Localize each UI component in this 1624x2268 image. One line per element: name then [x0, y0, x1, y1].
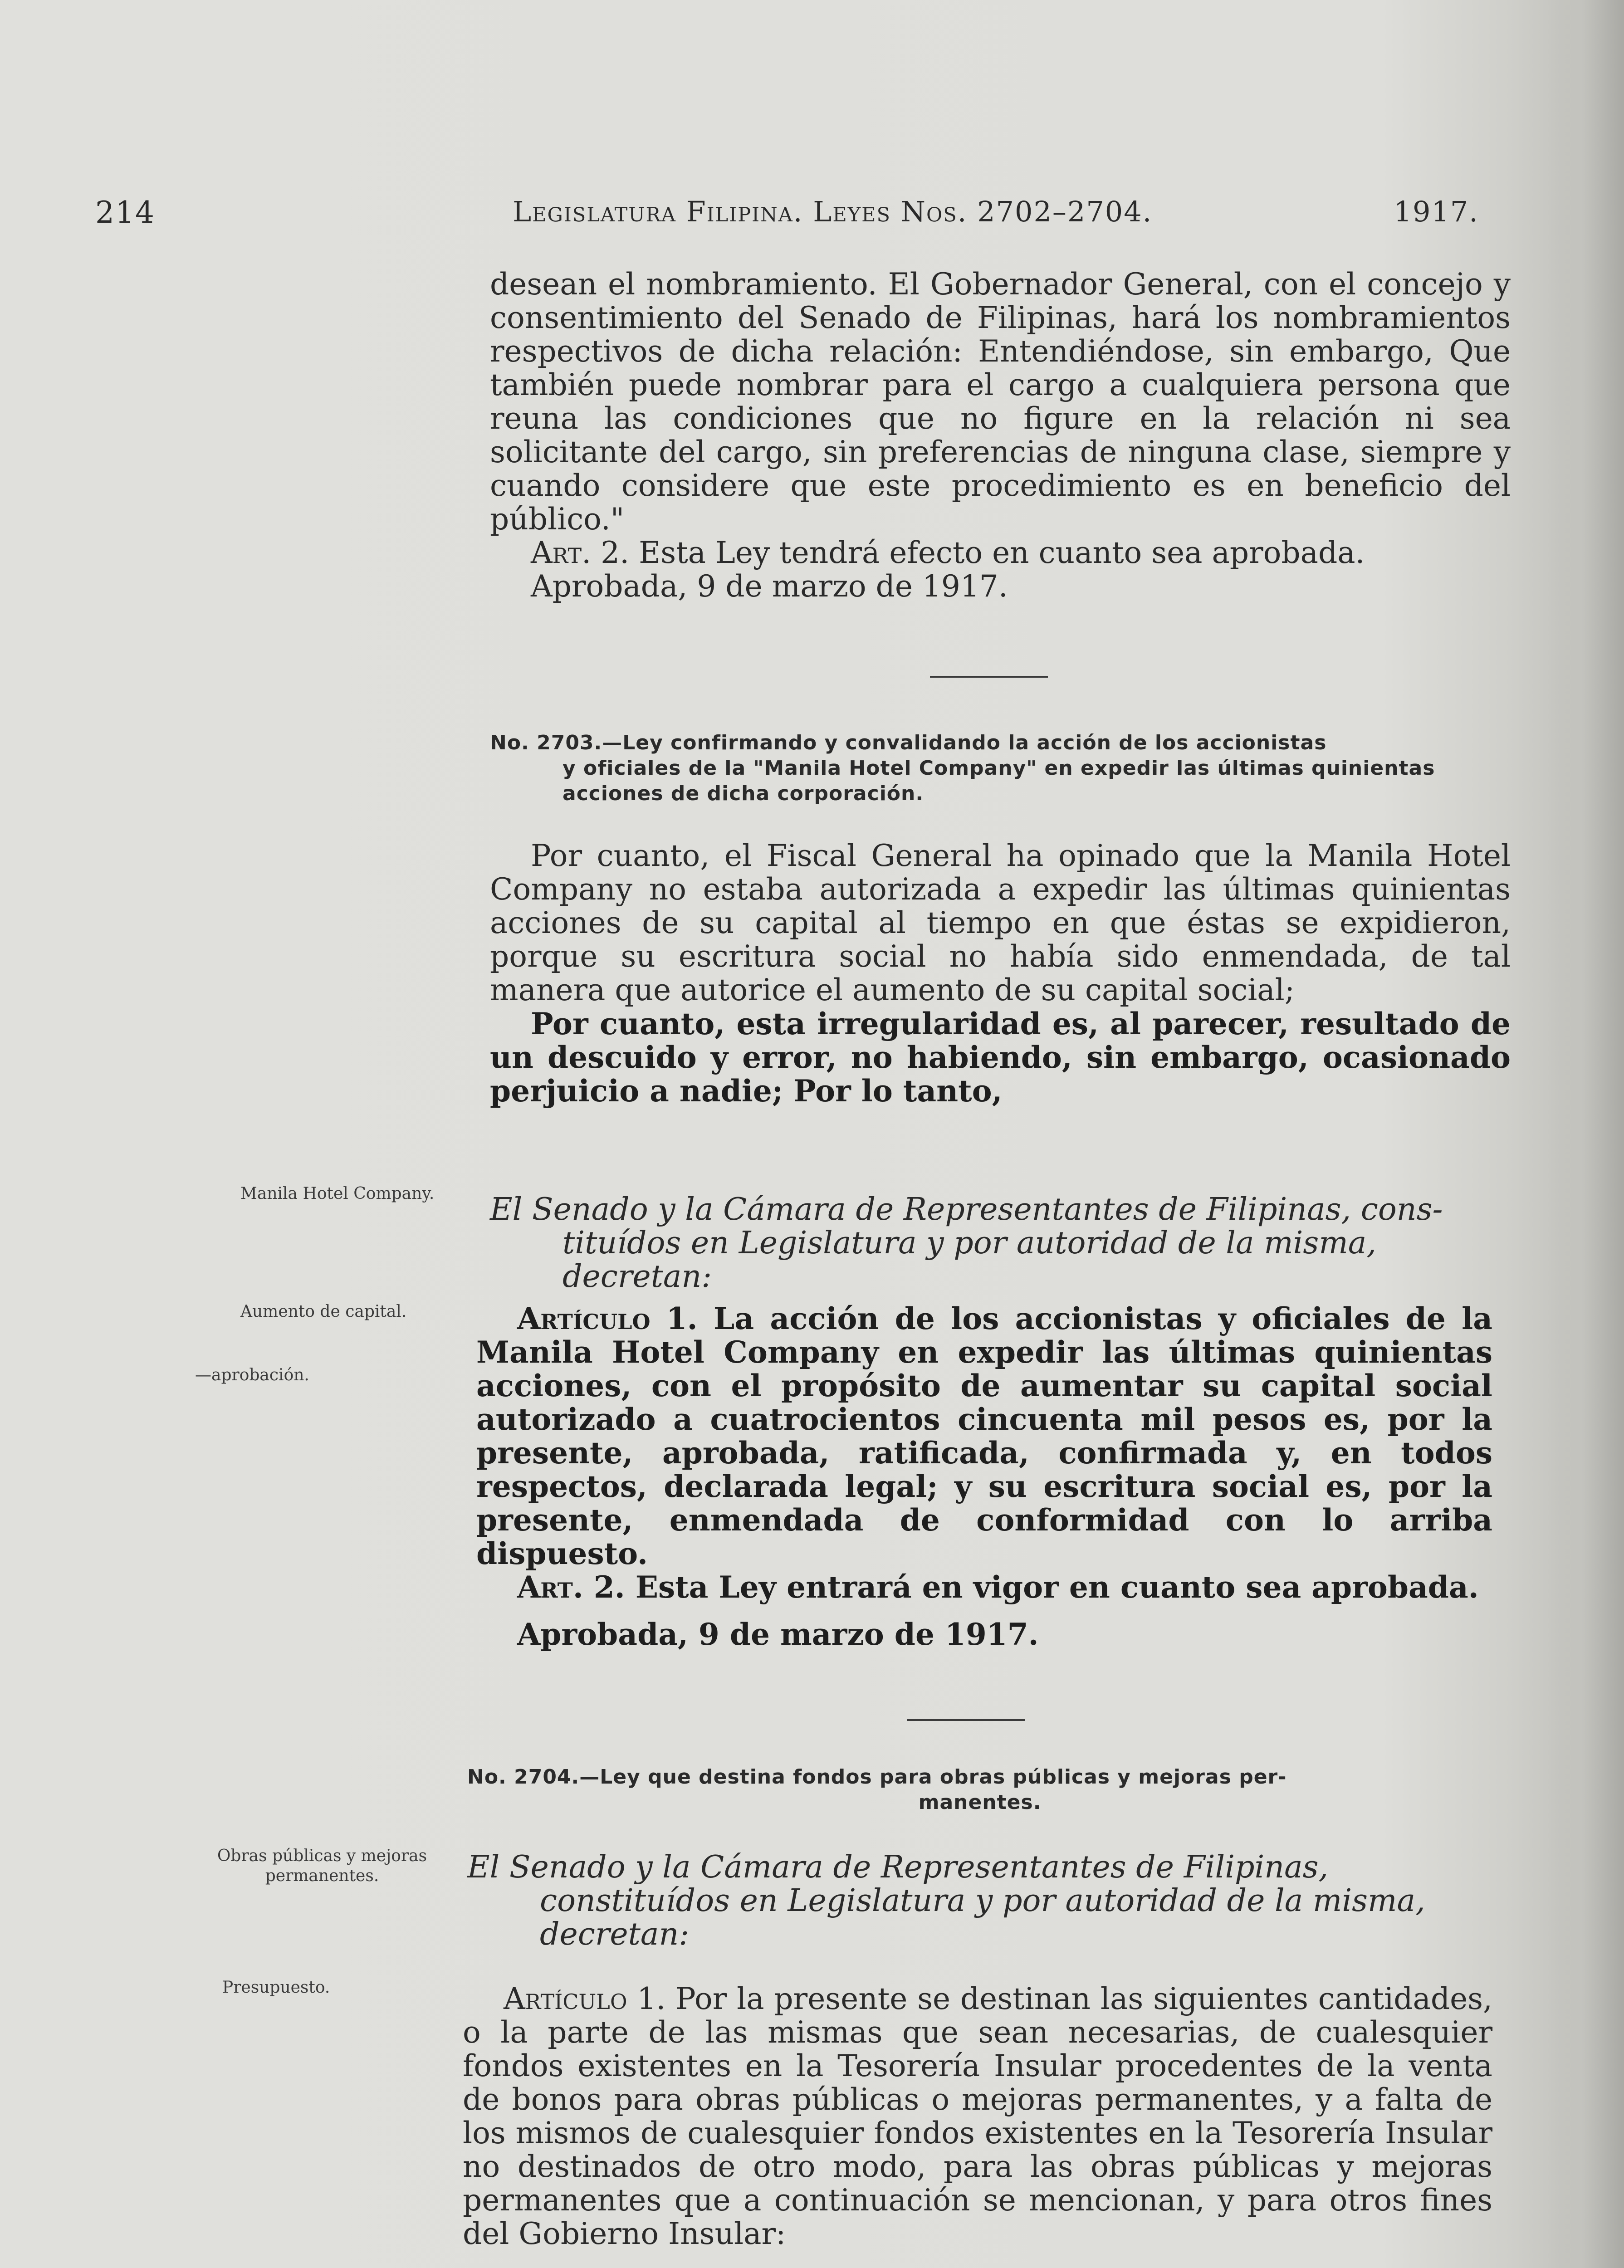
law-heading-line: y oficiales de la "Manila Hotel Company" en expedir las últimas quinientas acciones de dicha corporación. — [563, 757, 1435, 805]
law-2704-enacting-clause — [467, 1851, 1492, 1951]
margin-note-presupuesto: Presupuesto. — [222, 1978, 330, 1997]
margin-note-aprobacion: —aprobación. — [195, 1366, 309, 1384]
article-text: Por la presente se destinan las siguientes cantidades, o la parte de las mismas que sean necesarias, de cualesquier fondos existentes en la Tesorería Insular procedentes de la venta de bonos para obras públicas o mejoras permanentes, y a falta de los mismos de cualesquier fondos existentes en la Tesorería Insular no destinados de otro modo, para las obras públicas y mejoras permanentes que a continuación se mencionan, y para otros fines del Gobierno Insular: — [463, 1981, 1493, 2251]
margin-note-manila-hotel: Manila Hotel Company. — [240, 1184, 435, 1203]
continuation-paragraph: desean el nombramiento. El Gobernador General, con el concejo y consentimiento del Senado de Filipinas, hará los nombramientos respectivos de dicha relación: Entendiéndose, sin embargo, Que también puede nombrar para el cargo a cualquiera persona que reuna las condiciones que no figure en la relación ni sea solicitante del cargo, sin preferencias de ninguna clase, siempre y cuando considere que este procedimiento es en beneficio del público." — [490, 267, 1511, 537]
law-2703-enacting-clause — [490, 1193, 1511, 1294]
margin-note-aumento: Aumento de capital. — [240, 1302, 407, 1321]
enacting-line: tituídos en Legislatura y por autoridad de la misma, decretan: — [563, 1225, 1376, 1295]
law-heading-line: manentes. — [918, 1791, 1042, 1814]
continuation-section — [490, 268, 1511, 603]
continuation-article-2 — [490, 536, 1511, 570]
article-text: Esta Ley entrará en vigor en cuanto sea aprobada. — [635, 1569, 1479, 1605]
article-text: Esta Ley tendrá efecto en cuanto sea aprobada. — [639, 535, 1365, 570]
article-2 — [476, 1570, 1492, 1604]
running-header — [95, 195, 1479, 236]
article-label: Artículo 1. — [504, 1981, 666, 2016]
law-2704-articles — [463, 1982, 1492, 2251]
margin-note-obras: Obras públicas y mejoras permanentes. — [217, 1847, 427, 1885]
header-title: Legislatura Filipina. Leyes Nos. 2702–2704. — [513, 195, 1153, 228]
approval-date: Aprobada, 9 de marzo de 1917. — [531, 569, 1008, 604]
article-label: Art. 2. — [531, 535, 630, 570]
law-2703-articles — [476, 1302, 1492, 1651]
law-heading-line: No. 2704.—Ley que destina fondos para obras públicas y mejoras per- — [467, 1765, 1287, 1789]
enacting-line: El Senado y la Cámara de Representantes de Filipinas, — [467, 1849, 1329, 1885]
page-number: 214 — [95, 195, 155, 230]
article-label: Art. 2. — [517, 1569, 625, 1605]
law-2703-whereas — [490, 839, 1511, 1108]
section-divider — [930, 676, 1048, 678]
approval-date: Aprobada, 9 de marzo de 1917. — [517, 1617, 1039, 1652]
article-text: La acción de los accionistas y oficiales de la Manila Hotel Company en expedir las últimas quinientas acciones, con el propósito de aumentar su capital social autorizado a cuatrocientos cincuenta mil pesos es, por la presente, aprobada, ratificada, confirmada y, en todos respectos, declarada legal; y su escritura social es, por la presente, enmendada de conformidad con lo arriba dispuesto. — [476, 1301, 1492, 1571]
article-1 — [476, 1302, 1492, 1570]
section-divider — [907, 1719, 1025, 1721]
article-label: Artículo 1. — [517, 1301, 698, 1336]
page-edge-shadow — [1547, 0, 1624, 2268]
whereas-paragraph: Por cuanto, esta irregularidad es, al parecer, resultado de un descuido y error, no habiendo, sin embargo, ocasionado perjuicio a nadie; Por lo tanto, — [490, 1006, 1511, 1109]
enacting-line: constituídos en Legislatura y por autoridad de la misma, decretan: — [540, 1883, 1425, 1952]
whereas-paragraph: Por cuanto, el Fiscal General ha opinado que la Manila Hotel Company no estaba autorizada a expedir las últimas quinientas acciones de su capital al tiempo en que éstas se expidieron, porque su escritura social no había sido enmendada, de tal manera que autorice el aumento de su capital social; — [490, 838, 1511, 1007]
law-2703-heading — [490, 730, 1511, 807]
article-1 — [463, 1982, 1492, 2251]
law-2704-heading — [467, 1765, 1492, 1815]
law-heading-line: No. 2703.—Ley confirmando y convalidando la acción de los accionistas — [490, 731, 1327, 754]
header-year: 1917. — [1394, 195, 1479, 228]
enacting-line: El Senado y la Cámara de Representantes de Filipinas, cons- — [490, 1192, 1443, 1227]
